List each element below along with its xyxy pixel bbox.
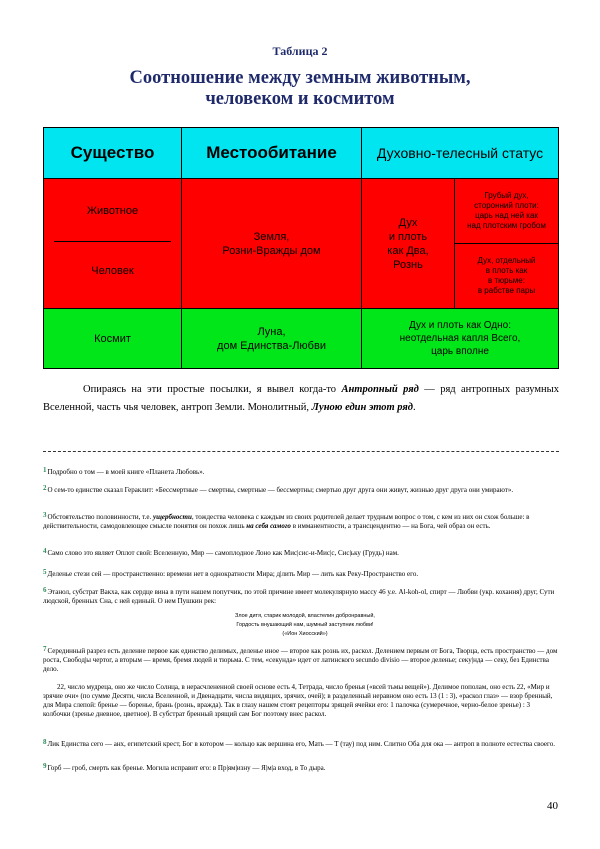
- header-status: Духовно-телесный статус: [361, 128, 558, 178]
- footnote-text: 22, число мудреца, оно же число Солнца, в нерасчлененной своей основе есть 4, Тетрада, число бренья («всей тьмы вещей»). Делимое пополам, оно есть 22, «Мир и зрячие очи» (по сумме Десяти, числа Вселенной, и Двенадцати, числа видящих, зрячих, очей); в разделенный неравном оно есть 13 (1 : 3), «раскол глаз» — взор бренный, для Мира слепой: бренье — боренье, брань (рознь, вражда). Так в глазу нашем стоят рецепторы зрящей ячейки его: 1 палочка (сумеречное, черно-белое зренье) : 3 колбочки (зренье дневное, цветное). В субстрат бренный зрящий сам Бог поэтому внес раскол.: [43, 683, 553, 718]
- spirit-line-3: как Два,: [387, 244, 429, 257]
- footnote-number: 7: [43, 645, 47, 653]
- cosmit-status-line: царь вполне: [431, 346, 489, 357]
- footnote-number: 8: [43, 738, 47, 746]
- footnote-emphasis: ущербности: [152, 513, 192, 521]
- animal-status-line: над плотским гробом: [467, 221, 546, 230]
- table-label: Таблица 2: [272, 44, 328, 58]
- moon-line-1: Луна,: [257, 325, 286, 338]
- footnote-number: 6: [43, 586, 47, 594]
- poem-line: Злое дитя, старик молодой, властелин добронравный,: [235, 613, 375, 619]
- cell-divider: [54, 241, 171, 242]
- footnote-8: [43, 738, 559, 749]
- footnote-text: Обстоятельство половинности, т.е.: [47, 513, 153, 521]
- footnote-number: 3: [43, 511, 47, 519]
- footnote-text: О сем-то единстве сказал Гераклит: «Бессмертные — смертны, смертные — бессмертны; смертью друг друга они живут, жизнью друг друга они умирают».: [47, 486, 514, 494]
- footnote-text: Само слово это являет Оплот свой: Вселенную, Мир — самоплодное Лоно как Мис|сис-и-Мис|с, Сис|ьку (Грудь) нам.: [47, 549, 399, 557]
- human-status-line: в рабстве пары: [477, 286, 536, 295]
- header-habitat: Местообитание: [181, 128, 361, 178]
- footnote-1: [43, 466, 559, 477]
- footnote-number: 4: [43, 547, 47, 555]
- cosmit-label: Космит: [44, 308, 181, 368]
- footnote-text: в имманентности, а трансцендентно — на Бога, чей образ он есть.: [290, 522, 491, 530]
- header-creature: Существо: [44, 128, 181, 178]
- body-paragraph: [43, 381, 559, 417]
- title-line-2: человеком и космитом: [205, 89, 395, 109]
- page-title: [60, 68, 540, 110]
- earth-line-2: Розни-Вражды дом: [222, 244, 321, 257]
- footnote-text: Горб — гроб, смерть как бренье. Могила исправит его: в Пр|ям|изну — Я|м|а вход, в То дыра.: [47, 764, 326, 772]
- spirit-line-4: Рознь: [393, 258, 423, 271]
- human-label: Человек: [91, 265, 134, 277]
- human-status-line: в плоть как: [485, 266, 528, 275]
- creature-cell-earth: [44, 178, 181, 308]
- paragraph-text: Опираясь на эти простые посылки, я вывел когда-то: [83, 384, 342, 395]
- paragraph-emphasis: Луною един этот ряд: [311, 402, 413, 413]
- animal-status-line: царь над ней как: [475, 211, 538, 220]
- human-status-line: в тюрьме:: [488, 276, 525, 285]
- cosmit-status-line: Дух и плоть как Одно:: [409, 320, 511, 331]
- paragraph-text: .: [413, 402, 416, 413]
- habitat-moon: [181, 308, 361, 368]
- paragraph-emphasis: Антропный ряд: [341, 384, 419, 395]
- footnote-number: 2: [43, 484, 47, 492]
- footnote-text: Этанол, субстрат Вакха, как сердце вина в пути нашем попутчик, по этой причине имеет молекулярную массу 46 у.е. Al-koh-ol, спирт — Любви (укр. кохання) друг, Сути людской, бренных Сна, с ней единый. О нем Пушкин рек:: [43, 588, 555, 605]
- footnote-text: Подробно о том — в моей книге «Планета Любовь».: [47, 468, 205, 476]
- footnote-2: [43, 484, 559, 495]
- footnote-9: [43, 762, 559, 773]
- animal-status-line: сторонний плоти:: [474, 201, 539, 210]
- footnote-number: 9: [43, 762, 47, 770]
- cosmit-status: [361, 308, 558, 368]
- poem-attribution: («Ион Хиосский»): [282, 631, 328, 637]
- footnote-number: 1: [43, 466, 47, 474]
- footnote-text: Серединный разрез есть деление первое как единство делимых, деленье иное — второе как рознь их, раскол. Делением первым от Бога, Творца, есть пространство — дом роста, Свобод|ы чертог, а вторым — время, бремя людей и тюрьма. С тем, «секунда» идет от латинского secundo divisio — второе деленье; секу|нда — секу, без Единства дело.: [43, 647, 558, 673]
- footnote-text: Лик Единства сего — анх, египетский крест, Бог в котором — кольцо как вершина его, Мать — Т (тау) под ним. Слитно Оба для ока — антроп в полноте естества своего.: [47, 740, 555, 748]
- footnote-7-continued: [43, 683, 559, 719]
- habitat-earth: [181, 178, 361, 308]
- earth-line-1: Земля,: [253, 230, 290, 243]
- human-status: [454, 243, 558, 308]
- human-status-line: Дух, отдельный: [477, 256, 536, 265]
- animal-label: Животное: [86, 205, 139, 217]
- title-line-1: Соотношение между земным животным,: [129, 68, 471, 88]
- footnote-3: [43, 511, 559, 531]
- footnote-emphasis: на себя самого: [246, 522, 291, 530]
- cosmit-status-line: неотдельная капля Всего,: [399, 333, 521, 344]
- spirit-dual-status: [361, 178, 454, 308]
- moon-line-2: дом Единства-Любви: [217, 339, 326, 352]
- footnote-text: Деленье стези сей — пространственно: времени нет в однократности Мира; д|лить Мир — лить как Реку-Пространство его.: [47, 570, 419, 578]
- comparison-table: [43, 127, 559, 369]
- footnote-text: , тождества человека с каждым из своих родителей делает трудным вопрос о том, с кем из них он схож больше: в действительности, самодовлеющее смысле понятия он похож лишь: [43, 513, 530, 530]
- animal-status: [454, 178, 558, 243]
- spirit-line-2: и плоть: [388, 230, 428, 243]
- footnote-7: [43, 645, 559, 674]
- footnote-separator: [43, 451, 559, 452]
- spirit-line-1: Дух: [398, 216, 418, 229]
- page-number: 40: [547, 800, 558, 812]
- poem-quote: [175, 612, 435, 639]
- footnote-5: [43, 568, 559, 579]
- footnote-6: [43, 586, 559, 606]
- paragraph-text: — ряд антропных разумных Вселенной, часть чья человек, антроп Земли. Монолитный,: [43, 384, 559, 413]
- poem-line: Гордость внушающий нам, шумный заступник любви!: [236, 622, 374, 628]
- animal-status-line: Грубый дух,: [484, 191, 529, 200]
- footnote-number: 5: [43, 568, 47, 576]
- footnote-4: [43, 547, 559, 558]
